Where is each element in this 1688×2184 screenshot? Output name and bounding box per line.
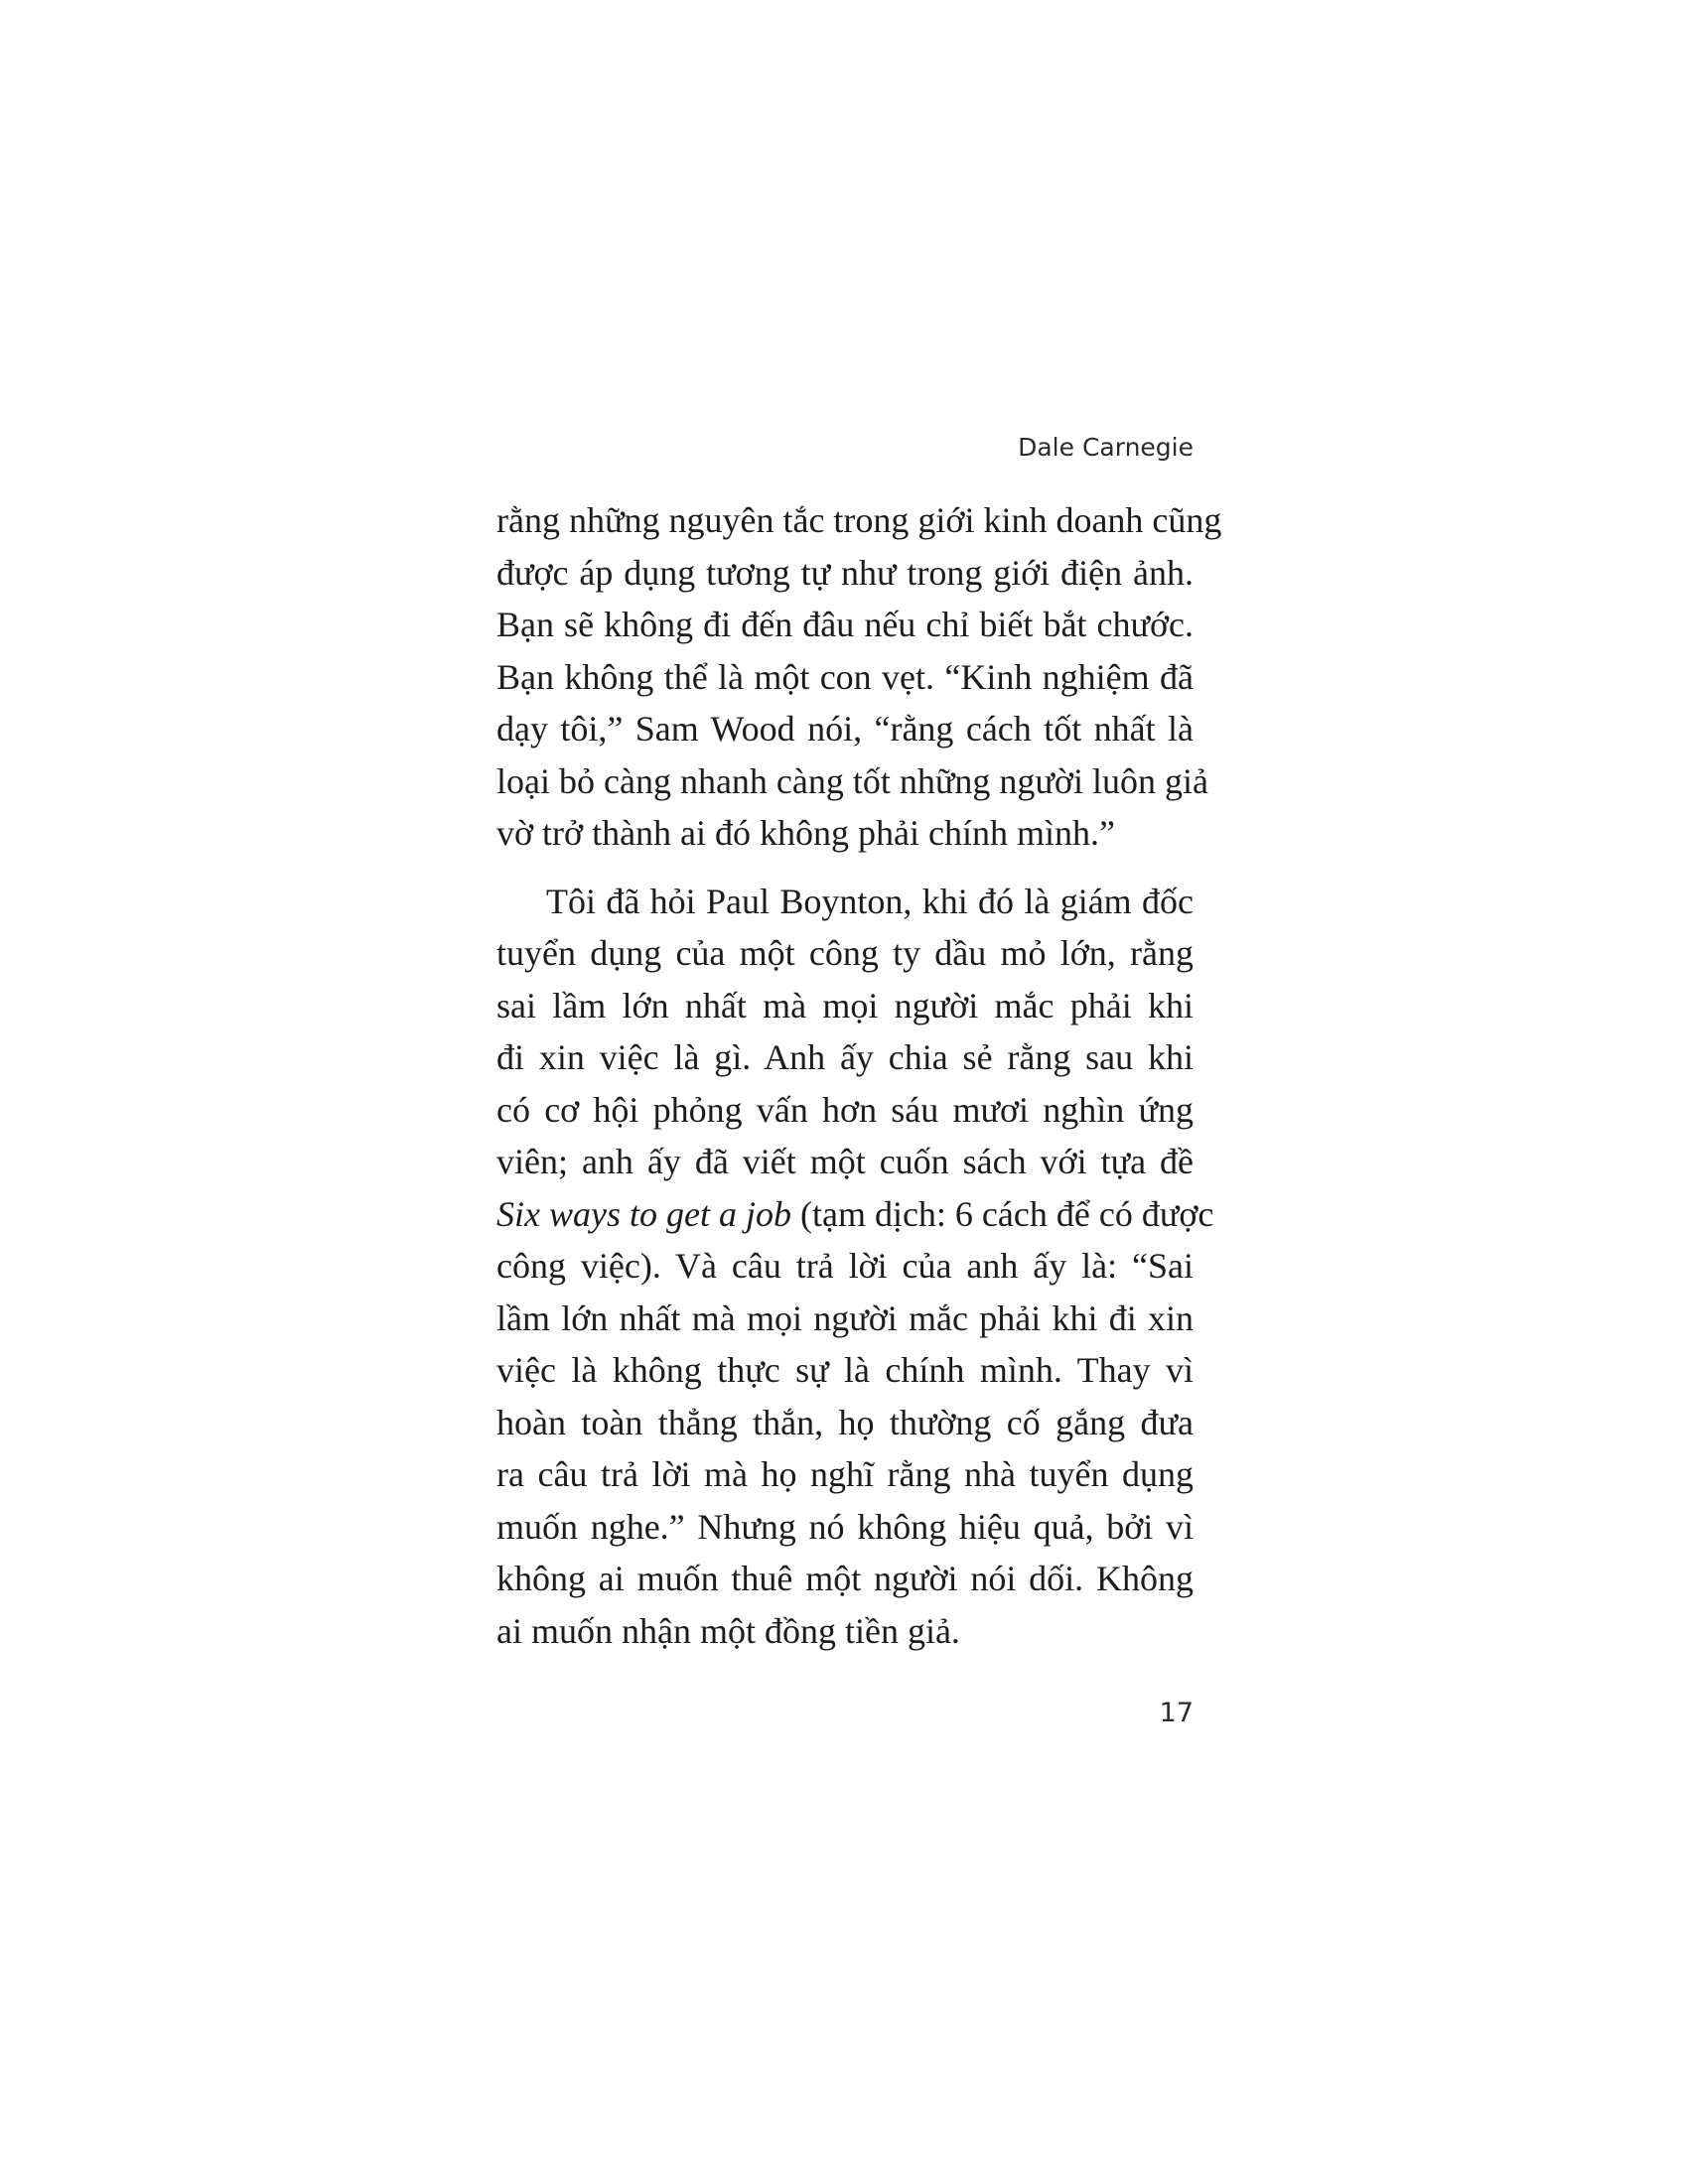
text-line: không ai muốn thuê một người nói dối. Không	[496, 1559, 1194, 1598]
text-line: dạy tôi,” Sam Wood nói, “rằng cách tốt nhất là	[496, 709, 1194, 749]
text-line: Bạn sẽ không đi đến đâu nếu chỉ biết bắt chước.	[496, 605, 1194, 644]
text-line: Bạn không thể là một con vẹt. “Kinh nghiệm đã	[496, 656, 1194, 697]
text-line: rằng những nguyên tắc trong giới kinh doanh cũng	[496, 500, 1222, 540]
text-fragment: (tạm dịch: 6 cách để có được	[790, 1193, 1214, 1234]
text-line: Tôi đã hỏi Paul Boynton, khi đó là giám đốc	[546, 881, 1194, 921]
text-line: sai lầm lớn nhất mà mọi người mắc phải khi	[496, 985, 1194, 1025]
text-line	[496, 1188, 1214, 1241]
running-header: Dale Carnegie	[1018, 433, 1194, 462]
text-line: có cơ hội phỏng vấn hơn sáu mươi nghìn ứng	[496, 1089, 1194, 1130]
text-line: công việc). Và câu trả lời của anh ấy là: “Sai	[496, 1246, 1194, 1286]
text-line: ra câu trả lời mà họ nghĩ rằng nhà tuyển dụng	[496, 1454, 1194, 1494]
text-line: viên; anh ấy đã viết một cuốn sách với tựa đề	[496, 1142, 1194, 1181]
page-number: 17	[1159, 1698, 1194, 1728]
text-line: việc là không thực sự là chính mình. Thay vì	[496, 1350, 1194, 1390]
text-line: loại bỏ càng nhanh càng tốt những người luôn giả	[496, 760, 1208, 801]
text-line: vờ trở thành ai đó không phải chính mình.”	[496, 813, 1115, 853]
text-line: đi xin việc là gì. Anh ấy chia sẻ rằng sau khi	[496, 1037, 1194, 1077]
text-line: ai muốn nhận một đồng tiền giả.	[496, 1610, 960, 1651]
paragraph-gap	[496, 860, 1194, 876]
text-line: hoàn toàn thẳng thắn, họ thường cố gắng đưa	[496, 1402, 1194, 1442]
text-line: được áp dụng tương tự như trong giới điện ảnh.	[496, 552, 1194, 593]
text-line: tuyển dụng của một công ty dầu mỏ lớn, rằng	[496, 933, 1194, 973]
text-line: lầm lớn nhất mà mọi người mắc phải khi đi xin	[496, 1297, 1194, 1338]
book-title: Six ways to get a job	[496, 1193, 791, 1234]
body-text	[496, 494, 1222, 1657]
text-line: muốn nghe.” Nhưng nó không hiệu quả, bởi vì	[496, 1506, 1194, 1547]
